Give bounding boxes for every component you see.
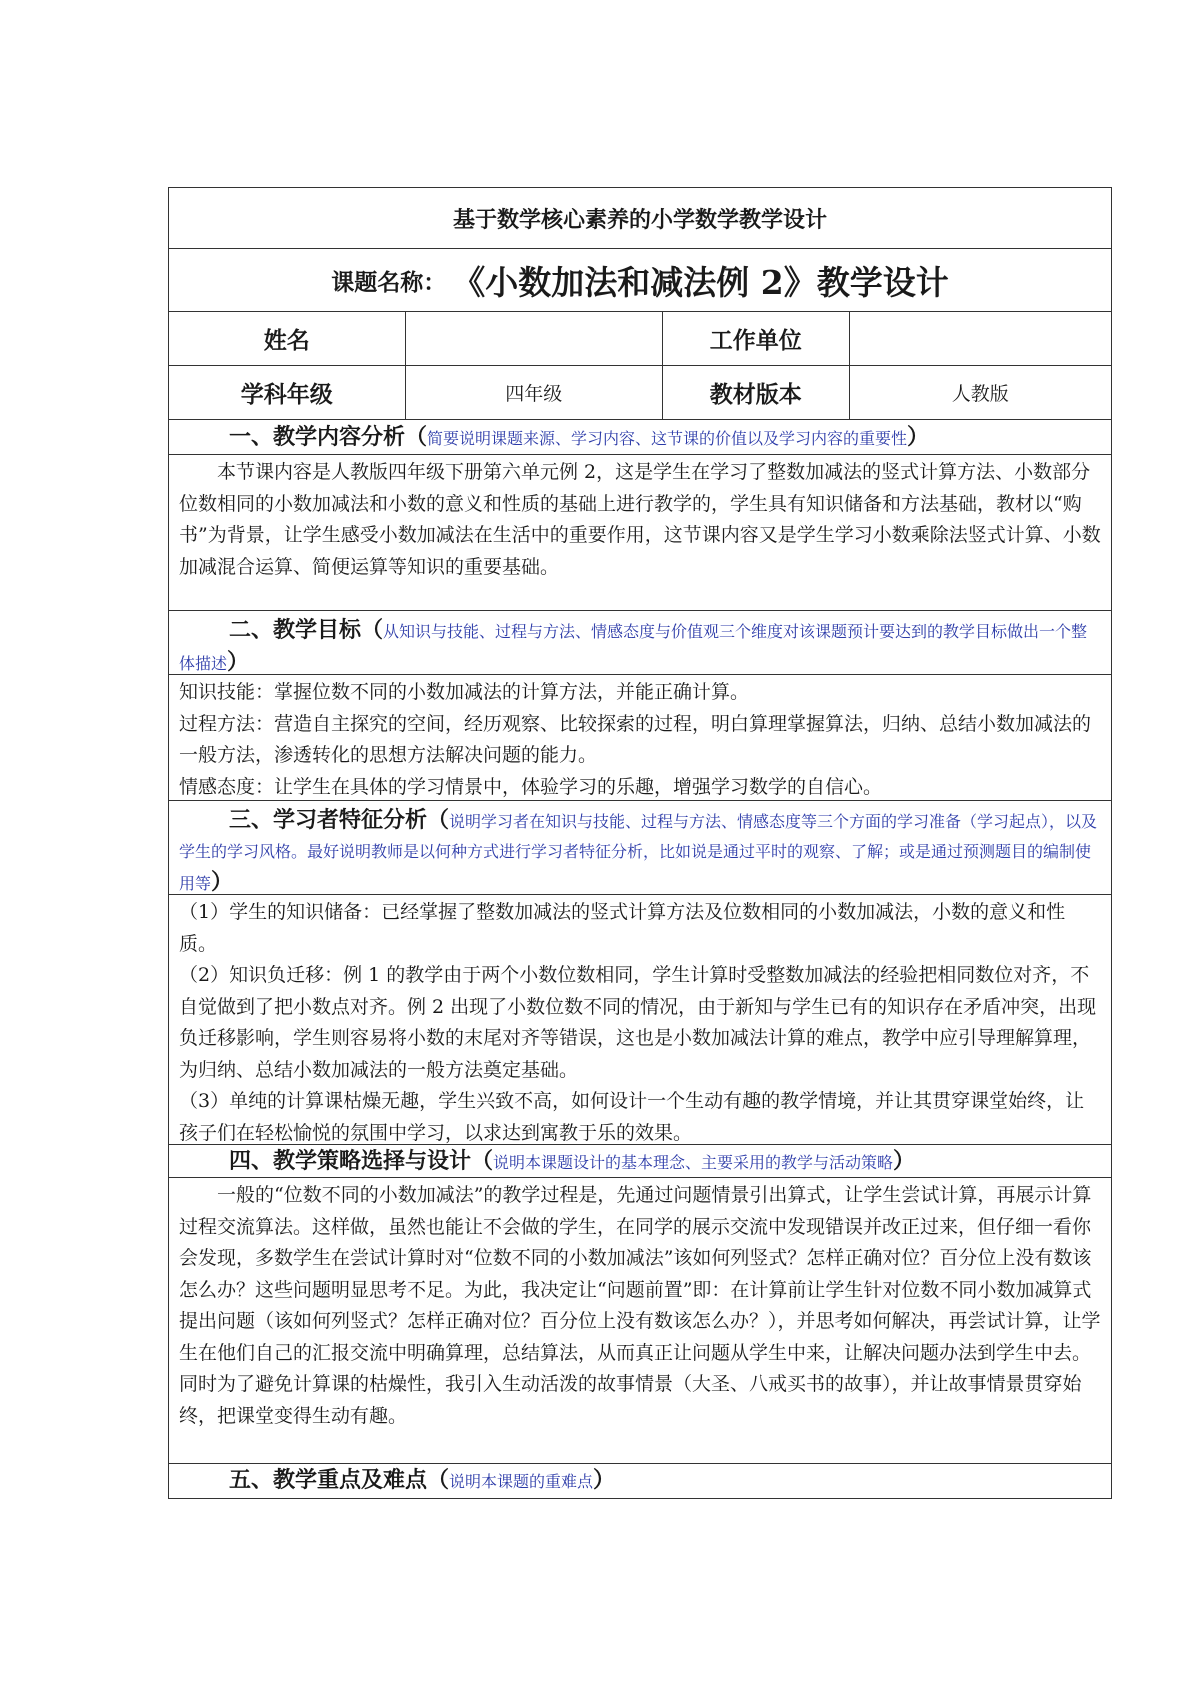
grade-value: 四年级 [505, 383, 563, 405]
lesson-title-value: 《小数加法和减法例 2》教学设计 [452, 262, 949, 302]
section-3-heading: 三、学习者特征分析 [229, 807, 428, 833]
objective-knowledge: 知识技能：掌握位数不同的小数加减法的计算方法，并能正确计算。 [179, 681, 750, 703]
lesson-plan-table [168, 187, 1112, 1499]
section-1-note: 简要说明课题来源、学习内容、这节课的价值以及学习内容的重要性 [427, 429, 908, 448]
section-3-body [169, 895, 1111, 1145]
section-4-body [169, 1178, 1111, 1464]
section-5-header: 五、教学重点及难点（说明本课题的重难点） [169, 1464, 1111, 1498]
work-unit-label: 工作单位 [709, 327, 802, 354]
work-unit-field[interactable] [850, 312, 1111, 365]
section-4-content: 一般的“位数不同的小数加减法”的教学过程是，先通过问题情景引出算式，让学生尝试计算，再展示计算过程交流算法。这样做，虽然也能让不会做的学生，在同学的展示交流中发现错误并改正过来，但仔细一看你会发现，多数学生在尝试计算时对“位数不同的小数加减法”该如何列竖式？怎样正确对位？百分位上没有数该怎么办？这些问题明显思考不足。为此，我决定让“问题前置”即：在计算前让学生针对位数不同小数加减算式提出问题（该如何列竖式？怎样正确对位？百分位上没有数该怎么办？），并思考如何解决，再尝试计算，让学生在他们自己的汇报交流中明确算理，总结算法，从而真正让问题从学生中来，让解决问题办法到学生中去。同时为了避免计算课的枯燥性，我引入生动活泼的故事情景（大圣、八戒买书的故事），并让故事情景贯穿始终，把课堂变得生动有趣。 [179, 1184, 1101, 1427]
name-field[interactable] [406, 312, 663, 365]
section-2-body [169, 675, 1111, 801]
section-1-content: 本节课内容是人教版四年级下册第六单元例 2，这是学生在学习了整数加减法的竖式计算方法、小数部分位数相同的小数加减法和小数的意义和性质的基础上进行教学的，学生具有知识储备和方法基础，教材以“购书”为背景，让学生感受小数加减法在生活中的重要作用，这节课内容又是学生学习小数乘除法竖式计算、小数加减混合运算、简便运算等知识的重要基础。 [179, 461, 1101, 578]
grade-label: 学科年级 [240, 381, 333, 408]
objective-attitude: 情感态度：让学生在具体的学习情景中，体验学习的乐趣，增强学习数学的自信心。 [179, 775, 883, 798]
info-row-name-unit [169, 312, 1111, 366]
info-row-grade-edition [169, 366, 1111, 420]
section-5-note: 说明本课题的重难点 [449, 1472, 594, 1491]
section-5-heading: 五、教学重点及难点 [229, 1467, 428, 1493]
learner-point-2: （2）知识负迁移：例 1 的教学由于两个小数位数相同，学生计算时受整数加减法的经验把相同数位对齐，不自觉做到了把小数点对齐。例 2 出现了小数位数不同的情况，由于新知与学生已有的知识存在矛盾冲突，出现负迁移影响，学生则容易将小数的末尾对齐等错误，这也是小数加减法计算的难点，教学中应引导理解算理，为归纳、总结小数加减法的一般方法奠定基础。 [179, 964, 1097, 1081]
section-1-header: 一、教学内容分析（简要说明课题来源、学习内容、这节课的价值以及学习内容的重要性） [169, 420, 1111, 455]
name-label: 姓名 [263, 327, 310, 354]
section-1-heading: 一、教学内容分析 [229, 424, 406, 450]
document-title: 基于数学核心素养的小学数学教学设计 [169, 188, 1111, 249]
edition-value: 人教版 [951, 383, 1009, 405]
section-2-heading: 二、教学目标 [229, 617, 362, 643]
section-3-header: 三、学习者特征分析（说明学习者在知识与技能、过程与方法、情感态度等三个方面的学习准备（学习起点），以及学生的学习风格。最好说明教师是以何种方式进行学习者特征分析，比如说是通过平时的观察、了解；或是通过预测题目的编制使用等） [169, 801, 1111, 895]
section-4-heading: 四、教学策略选择与设计 [229, 1148, 472, 1174]
learner-point-3: （3）单纯的计算课枯燥无趣，学生兴致不高，如何设计一个生动有趣的教学情境，并让其贯穿课堂始终，让孩子们在轻松愉悦的氛围中学习，以求达到寓教于乐的效果。 [179, 1090, 1085, 1144]
objective-process: 过程方法：营造自主探究的空间，经历观察、比较探索的过程，明白算理掌握算法，归纳、总结小数加减法的一般方法，渗透转化的思想方法解决问题的能力。 [179, 712, 1092, 766]
edition-label: 教材版本 [709, 381, 802, 408]
section-2-note: 从知识与技能、过程与方法、情感态度与价值观三个维度对该课题预计要达到的教学目标做出一个整体描述 [179, 622, 1088, 673]
lesson-title-label: 课题名称： [331, 268, 447, 296]
lesson-title-row [169, 249, 1111, 312]
section-3-note: 说明学习者在知识与技能、过程与方法、情感态度等三个方面的学习准备（学习起点），以及学生的学习风格。最好说明教师是以何种方式进行学习者特征分析，比如说是通过平时的观察、了解；或是通过预测题目的编制使用等 [179, 812, 1098, 893]
section-2-header: 二、教学目标（从知识与技能、过程与方法、情感态度与价值观三个维度对该课题预计要达到的教学目标做出一个整体描述） [169, 611, 1111, 675]
section-4-note: 说明本课题设计的基本理念、主要采用的教学与活动策略 [493, 1153, 894, 1172]
section-4-header: 四、教学策略选择与设计（说明本课题设计的基本理念、主要采用的教学与活动策略） [169, 1145, 1111, 1178]
learner-point-1: （1）学生的知识储备：已经掌握了整数加减法的竖式计算方法及位数相同的小数加减法，小数的意义和性质。 [179, 901, 1066, 955]
section-1-body [169, 455, 1111, 611]
